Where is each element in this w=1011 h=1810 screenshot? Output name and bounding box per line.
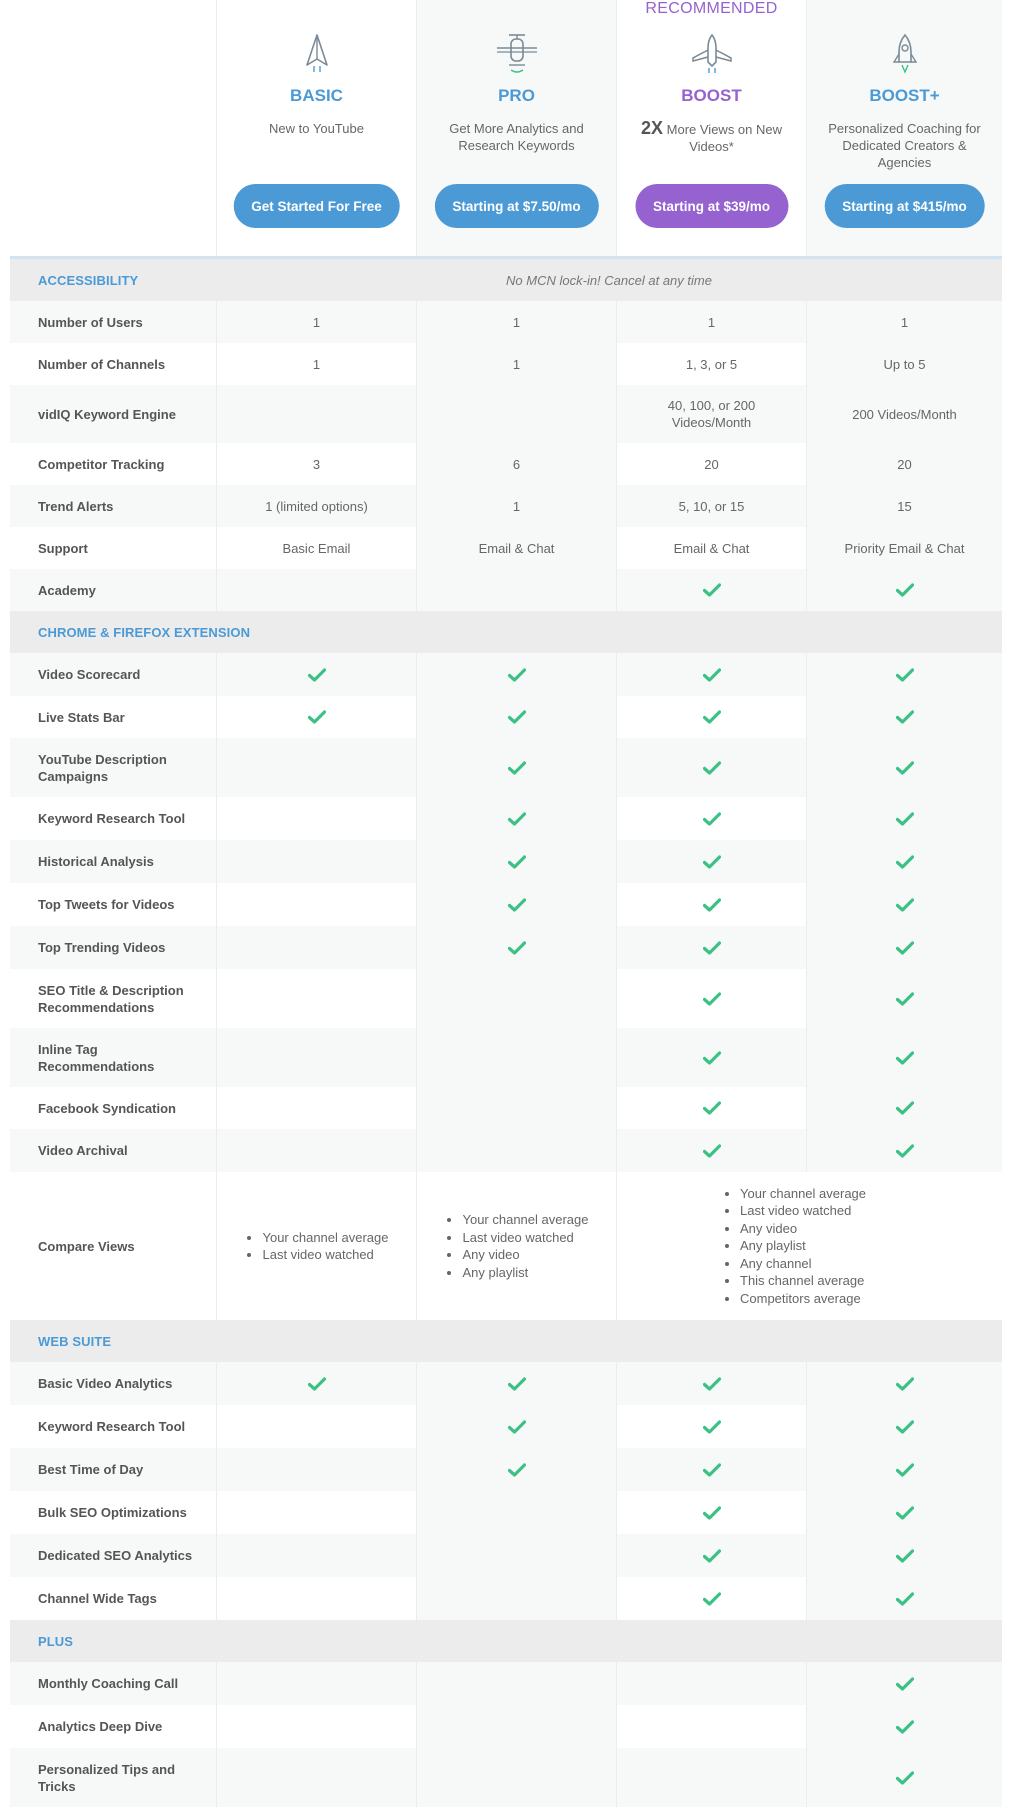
cell-check xyxy=(616,569,806,611)
cell-check xyxy=(806,1491,1002,1534)
section-title: PLUS xyxy=(38,1633,74,1649)
row-label: Number of Channels xyxy=(10,343,216,385)
table-row xyxy=(10,385,1002,443)
check-icon xyxy=(703,1549,721,1563)
table-row xyxy=(10,1448,1002,1491)
cell-empty xyxy=(216,738,416,797)
row-label: Dedicated SEO Analytics xyxy=(10,1534,216,1577)
cell-empty xyxy=(216,1028,416,1087)
row-label: Support xyxy=(10,527,216,569)
check-icon xyxy=(308,710,326,724)
check-icon xyxy=(896,1592,914,1606)
plan-name: BOOST xyxy=(681,86,742,105)
check-icon xyxy=(703,1144,721,1158)
check-icon xyxy=(703,583,721,597)
plan-basic xyxy=(216,0,416,256)
check-icon xyxy=(703,1592,721,1606)
cell-empty xyxy=(216,883,416,926)
cell-value: 20 xyxy=(806,443,1002,485)
row-label: Inline Tag Recommendations xyxy=(10,1028,216,1087)
compare-list xyxy=(722,1185,866,1308)
table-row xyxy=(10,653,1002,696)
cell-empty xyxy=(216,1448,416,1491)
compare-basic xyxy=(216,1172,416,1320)
cell-check xyxy=(416,653,616,696)
cell-check xyxy=(806,1087,1002,1129)
check-icon xyxy=(703,898,721,912)
cell-check xyxy=(806,926,1002,969)
row-label: Top Tweets for Videos xyxy=(10,883,216,926)
cell-check xyxy=(616,926,806,969)
plan-description: New to YouTube xyxy=(269,121,364,136)
recommended-label: RECOMMENDED xyxy=(645,0,778,17)
check-icon xyxy=(703,855,721,869)
section-title: ACCESSIBILITY xyxy=(38,272,139,288)
cell-empty xyxy=(216,969,416,1028)
list-item: • Any playlist xyxy=(462,1264,588,1282)
check-icon xyxy=(703,992,721,1006)
cell-check xyxy=(616,1534,806,1577)
cell-value: 5, 10, or 15 xyxy=(616,485,806,527)
list-item: • Last video watched xyxy=(262,1246,388,1264)
cell-empty xyxy=(216,1405,416,1448)
plan-boost-plus xyxy=(806,0,1002,256)
table-row xyxy=(10,343,1002,385)
table-row xyxy=(10,1491,1002,1534)
plan-description-emphasis: 2X xyxy=(640,118,664,138)
row-label: Channel Wide Tags xyxy=(10,1577,216,1620)
table-row xyxy=(10,485,1002,527)
cell-check xyxy=(216,1362,416,1405)
plan-description-text: More Views on New Videos* xyxy=(666,122,783,154)
table-row xyxy=(10,1405,1002,1448)
plan-description: Personalized Coaching for Dedicated Creators & Agencies xyxy=(828,121,981,170)
list-item: • Any playlist xyxy=(740,1237,866,1255)
cell-empty xyxy=(216,1662,416,1705)
plan-pro xyxy=(416,0,616,256)
cell-check xyxy=(806,969,1002,1028)
table-row xyxy=(10,926,1002,969)
cell-check xyxy=(416,696,616,738)
cell-check xyxy=(806,1748,1002,1807)
cell-empty xyxy=(216,797,416,840)
cell-check xyxy=(806,1534,1002,1577)
check-icon xyxy=(896,668,914,682)
row-label: Facebook Syndication xyxy=(10,1087,216,1129)
table-row xyxy=(10,1028,1002,1087)
cell-empty xyxy=(216,1129,416,1172)
cell-check xyxy=(806,1362,1002,1405)
cell-value: 200 Videos/Month xyxy=(806,385,1002,443)
cell-value: 15 xyxy=(806,485,1002,527)
cell-check xyxy=(806,653,1002,696)
cell-check xyxy=(416,1362,616,1405)
check-icon xyxy=(703,1463,721,1477)
cell-empty xyxy=(416,1491,616,1534)
cell-check xyxy=(416,840,616,883)
check-icon xyxy=(896,941,914,955)
boost-plus-start-button[interactable]: Starting at $415/mo xyxy=(824,184,985,228)
cell-check xyxy=(806,1448,1002,1491)
cell-value: Up to 5 xyxy=(806,343,1002,385)
cell-value: 1 (limited options) xyxy=(216,485,416,527)
table-row xyxy=(10,443,1002,485)
table-row xyxy=(10,840,1002,883)
cell-check xyxy=(806,569,1002,611)
check-icon xyxy=(896,1463,914,1477)
cell-check xyxy=(616,1028,806,1087)
table-row xyxy=(10,696,1002,738)
table-row xyxy=(10,883,1002,926)
check-icon xyxy=(896,1677,914,1691)
check-icon xyxy=(308,668,326,682)
cell-value: 3 xyxy=(216,443,416,485)
list-item: • Last video watched xyxy=(740,1202,866,1220)
row-label: Bulk SEO Optimizations xyxy=(10,1491,216,1534)
propeller-plane-icon xyxy=(494,32,540,74)
cell-check xyxy=(616,969,806,1028)
get-started-button[interactable]: Get Started For Free xyxy=(233,184,400,228)
check-icon xyxy=(508,812,526,826)
row-label: Number of Users xyxy=(10,301,216,343)
list-item: • Any channel xyxy=(740,1255,866,1273)
row-label: Competitor Tracking xyxy=(10,443,216,485)
check-icon xyxy=(896,1549,914,1563)
cell-empty xyxy=(416,969,616,1028)
section-title: WEB SUITE xyxy=(38,1333,112,1349)
row-label: Analytics Deep Dive xyxy=(10,1705,216,1748)
section-web-suite xyxy=(10,1320,1002,1362)
compare-list xyxy=(244,1229,388,1264)
cell-check xyxy=(616,883,806,926)
cell-empty xyxy=(416,1748,616,1807)
cell-check xyxy=(216,653,416,696)
check-icon xyxy=(308,1377,326,1391)
cell-empty xyxy=(616,1662,806,1705)
cell-empty xyxy=(216,1705,416,1748)
check-icon xyxy=(508,1463,526,1477)
check-icon xyxy=(703,1101,721,1115)
check-icon xyxy=(508,898,526,912)
row-label: Best Time of Day xyxy=(10,1448,216,1491)
cell-empty xyxy=(216,1577,416,1620)
cell-check xyxy=(616,1129,806,1172)
cell-check xyxy=(806,883,1002,926)
section-accessibility xyxy=(10,259,1002,301)
cell-empty xyxy=(216,1087,416,1129)
plan-description xyxy=(635,120,788,155)
boost-start-button[interactable]: Starting at $39/mo xyxy=(635,184,788,228)
check-icon xyxy=(896,1506,914,1520)
row-label: Historical Analysis xyxy=(10,840,216,883)
cell-value: 40, 100, or 200 Videos/Month xyxy=(616,385,806,443)
check-icon xyxy=(508,710,526,724)
cell-empty xyxy=(416,1577,616,1620)
row-label: vidIQ Keyword Engine xyxy=(10,385,216,443)
compare-pro xyxy=(416,1172,616,1320)
cell-value xyxy=(216,385,416,443)
table-row xyxy=(10,527,1002,569)
check-icon xyxy=(508,1377,526,1391)
cell-check xyxy=(806,1662,1002,1705)
section-title: CHROME & FIREFOX EXTENSION xyxy=(38,624,251,640)
list-item: • Your channel average xyxy=(740,1185,866,1203)
cell-empty xyxy=(216,1491,416,1534)
check-icon xyxy=(703,761,721,775)
cell-check xyxy=(806,1028,1002,1087)
cell-value: Priority Email & Chat xyxy=(806,527,1002,569)
cell-value: 1 xyxy=(806,301,1002,343)
check-icon xyxy=(508,941,526,955)
plan-name: BASIC xyxy=(290,86,343,105)
check-icon xyxy=(896,898,914,912)
list-item: • Your channel average xyxy=(262,1229,388,1247)
cell-check xyxy=(806,1705,1002,1748)
check-icon xyxy=(703,1506,721,1520)
row-label: Keyword Research Tool xyxy=(10,1405,216,1448)
check-icon xyxy=(896,1144,914,1158)
plan-name: BOOST+ xyxy=(869,86,940,105)
row-label: Video Archival xyxy=(10,1129,216,1172)
row-label: Video Scorecard xyxy=(10,653,216,696)
check-icon xyxy=(896,1377,914,1391)
cell-empty xyxy=(616,1748,806,1807)
cell-check xyxy=(806,1129,1002,1172)
header-spacer xyxy=(10,0,216,256)
list-item: • Any video xyxy=(462,1246,588,1264)
check-icon xyxy=(703,941,721,955)
cell-check xyxy=(806,1577,1002,1620)
check-icon xyxy=(703,710,721,724)
cell-value: 6 xyxy=(416,443,616,485)
check-icon xyxy=(508,668,526,682)
section-note: No MCN lock-in! Cancel at any time xyxy=(506,272,712,288)
row-label: Personalized Tips and Tricks xyxy=(10,1748,216,1807)
pricing-table xyxy=(10,0,1002,1807)
check-icon xyxy=(703,812,721,826)
check-icon xyxy=(896,710,914,724)
row-label: Trend Alerts xyxy=(10,485,216,527)
cell-check xyxy=(806,738,1002,797)
cell-value: Basic Email xyxy=(216,527,416,569)
cell-check xyxy=(806,696,1002,738)
check-icon xyxy=(896,855,914,869)
table-row xyxy=(10,1577,1002,1620)
cell-check xyxy=(416,1405,616,1448)
list-item: • Your channel average xyxy=(462,1211,588,1229)
section-extension xyxy=(10,611,1002,653)
row-label: Basic Video Analytics xyxy=(10,1362,216,1405)
cell-empty xyxy=(416,569,616,611)
cell-empty xyxy=(616,1705,806,1748)
table-row-compare-views xyxy=(10,1172,1002,1320)
row-label: YouTube Description Campaigns xyxy=(10,738,216,797)
cell-check xyxy=(616,738,806,797)
pro-start-button[interactable]: Starting at $7.50/mo xyxy=(434,184,598,228)
compare-boost xyxy=(616,1172,1002,1320)
table-row xyxy=(10,1087,1002,1129)
cell-check xyxy=(616,840,806,883)
table-row xyxy=(10,1362,1002,1405)
check-icon xyxy=(896,1051,914,1065)
cell-value: Email & Chat xyxy=(416,527,616,569)
cell-check xyxy=(616,1405,806,1448)
row-label: Academy xyxy=(10,569,216,611)
cell-check xyxy=(416,797,616,840)
table-row xyxy=(10,797,1002,840)
plan-description: Get More Analytics and Research Keywords xyxy=(449,121,584,153)
cell-value: 1 xyxy=(216,343,416,385)
check-icon xyxy=(896,583,914,597)
cell-check xyxy=(416,926,616,969)
plan-boost xyxy=(616,0,806,256)
cell-empty xyxy=(216,840,416,883)
cell-empty xyxy=(216,569,416,611)
check-icon xyxy=(896,1420,914,1434)
jet-plane-icon xyxy=(689,32,735,74)
cell-check xyxy=(616,1491,806,1534)
cell-check xyxy=(616,1448,806,1491)
check-icon xyxy=(508,855,526,869)
check-icon xyxy=(896,812,914,826)
cell-check xyxy=(806,840,1002,883)
cell-value: 1 xyxy=(616,301,806,343)
check-icon xyxy=(896,761,914,775)
list-item: • Any video xyxy=(740,1220,866,1238)
cell-check xyxy=(616,1087,806,1129)
cell-check xyxy=(416,883,616,926)
row-label: Live Stats Bar xyxy=(10,696,216,738)
table-row xyxy=(10,569,1002,611)
cell-check xyxy=(806,797,1002,840)
plan-name: PRO xyxy=(498,86,535,105)
cell-check xyxy=(806,1405,1002,1448)
table-row xyxy=(10,738,1002,797)
row-label: SEO Title & Description Recommendations xyxy=(10,969,216,1028)
cell-empty xyxy=(416,1705,616,1748)
list-item: • Last video watched xyxy=(462,1229,588,1247)
table-row xyxy=(10,1129,1002,1172)
cell-value: 20 xyxy=(616,443,806,485)
cell-check xyxy=(616,696,806,738)
cell-empty xyxy=(416,1662,616,1705)
cell-value: 1, 3, or 5 xyxy=(616,343,806,385)
row-label: Top Trending Videos xyxy=(10,926,216,969)
cell-value: 1 xyxy=(416,343,616,385)
plans-header xyxy=(10,0,1002,259)
check-icon xyxy=(703,1377,721,1391)
cell-check xyxy=(416,738,616,797)
cell-value: Email & Chat xyxy=(616,527,806,569)
cell-check xyxy=(616,1577,806,1620)
check-icon xyxy=(896,1101,914,1115)
cell-empty xyxy=(216,1748,416,1807)
cell-empty xyxy=(416,1087,616,1129)
table-row xyxy=(10,1662,1002,1705)
cell-value: 1 xyxy=(416,485,616,527)
table-row xyxy=(10,301,1002,343)
row-label: Monthly Coaching Call xyxy=(10,1662,216,1705)
section-plus xyxy=(10,1620,1002,1662)
cell-empty xyxy=(416,1028,616,1087)
cell-empty xyxy=(216,1534,416,1577)
table-row xyxy=(10,1748,1002,1807)
row-label: Compare Views xyxy=(10,1172,216,1320)
cell-empty xyxy=(216,926,416,969)
cell-empty xyxy=(416,1534,616,1577)
compare-list xyxy=(444,1211,588,1281)
row-label: Keyword Research Tool xyxy=(10,797,216,840)
list-item: • Competitors average xyxy=(740,1290,866,1308)
cell-check xyxy=(416,1448,616,1491)
check-icon xyxy=(896,1720,914,1734)
table-row xyxy=(10,1705,1002,1748)
check-icon xyxy=(508,761,526,775)
table-row xyxy=(10,1534,1002,1577)
paper-plane-icon xyxy=(294,32,340,74)
rocket-icon xyxy=(882,32,928,74)
check-icon xyxy=(703,668,721,682)
cell-value xyxy=(416,385,616,443)
check-icon xyxy=(703,1051,721,1065)
cell-check xyxy=(616,797,806,840)
cell-check xyxy=(616,653,806,696)
check-icon xyxy=(896,1771,914,1785)
table-row xyxy=(10,969,1002,1028)
cell-value: 1 xyxy=(416,301,616,343)
cell-value: 1 xyxy=(216,301,416,343)
check-icon xyxy=(703,1420,721,1434)
cell-empty xyxy=(416,1129,616,1172)
list-item: • This channel average xyxy=(740,1272,866,1290)
check-icon xyxy=(508,1420,526,1434)
cell-check xyxy=(216,696,416,738)
cell-check xyxy=(616,1362,806,1405)
check-icon xyxy=(896,992,914,1006)
